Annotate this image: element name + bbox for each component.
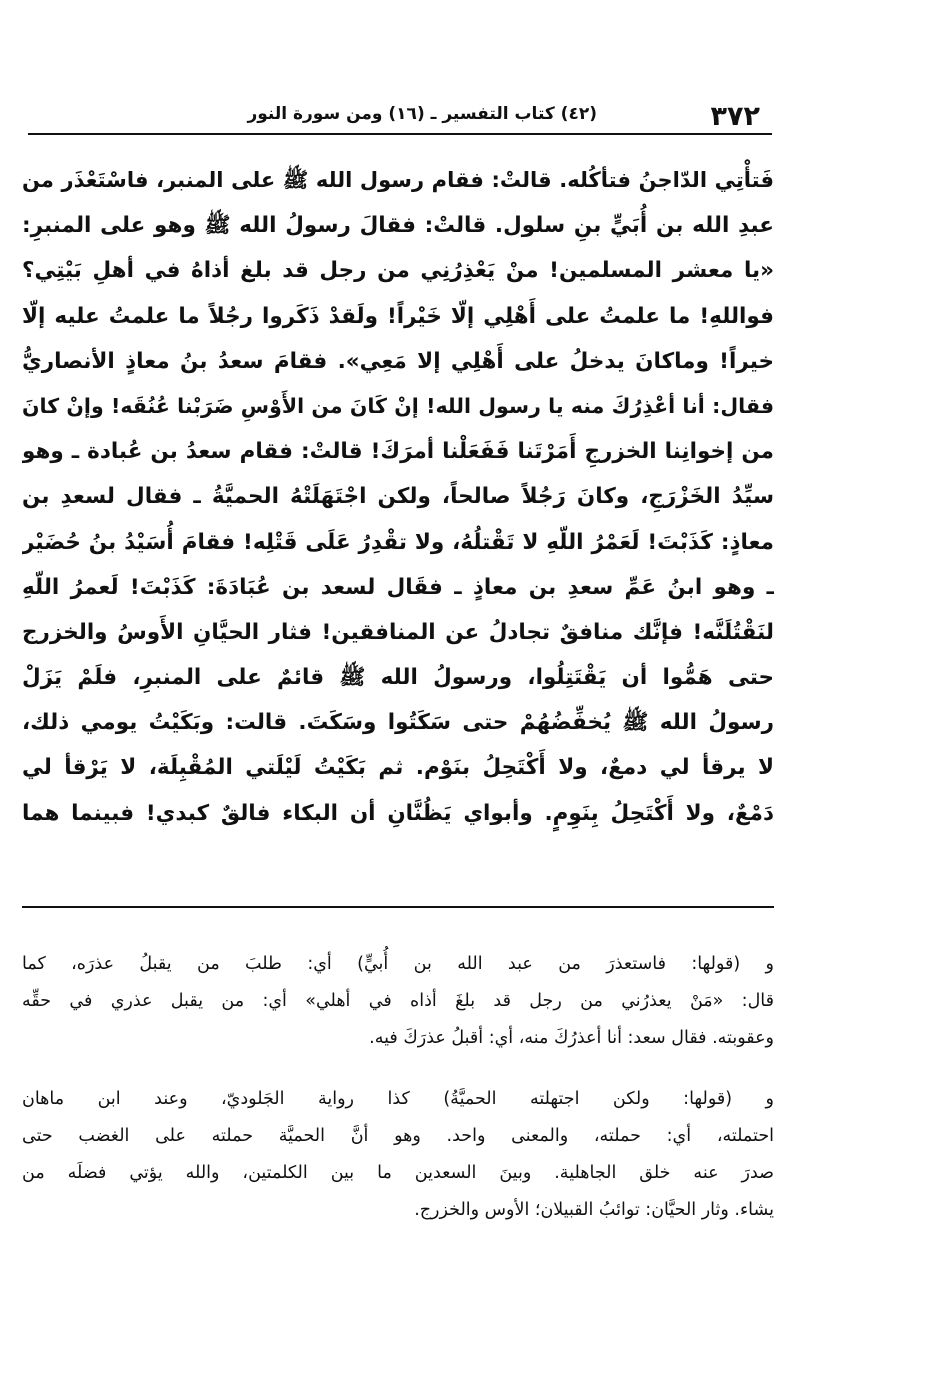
main-text-line: حتى هَمُّوا أن يَقْتَتِلُوا، ورسولُ الله ﷺ قائمٌ على المنبرِ، فلَمْ يَزَلْ — [22, 665, 774, 691]
main-text-line: دَمْعٌ، ولا أَكْتَحِلُ بِنَوِمٍ. وأبواي يَظُنَّانِ أن البكاء فالقٌ كبدي! فبينما هما — [22, 800, 774, 826]
main-text-line: فواللهِ! ما علمتُ على أَهْلِي إلّا خَيْراً! ولَقدْ ذَكَروا رجُلاً ما علمتُ عليه إلّا — [22, 303, 774, 329]
main-text-line: «يا معشر المسلمين! منْ يَعْذِرُنِي من رجل قد بلغ أذاهُ في أهلِ بَيْتِي؟ — [22, 258, 774, 284]
page-number: ٣٧٢ — [710, 101, 760, 132]
running-title: (٤٢) كتاب التفسير ـ (١٦) ومن سورة النور — [247, 104, 597, 124]
main-text-line: خيراً! وماكانَ يدخلُ على أَهْلِي إلا مَعِي». فقامَ سعدُ بنُ معاذٍ الأنصاريُّ — [22, 348, 774, 374]
main-text-line: لا يرقأ لي دمعٌ، ولا أَكْتَحِلُ بنَوْم. ثم بَكَيْتُ لَيْلَتي المُقْبِلَة، لا يَرْقأ لي — [22, 755, 774, 781]
footnote-line: و (قولها: ولكن اجتهلته الحميَّةُ) كذا رواية الجَلوديّ، وعند ابن ماهان — [22, 1089, 774, 1109]
main-text-line: معاذٍ: كَذَبْتَ! لَعَمْرُ اللّهِ لا تَقْتلُهُ، ولا تقْدِرُ عَلَى قَتْلِه! فقامَ أُسَيْدُ بنُ حُضَيْر — [22, 529, 774, 555]
footnote-line: صدرَ عنه خلق الجاهلية. وبينَ السعدين ما بين الكلمتين، والله يؤتي فضلَه من — [22, 1163, 774, 1183]
header-rule — [28, 133, 772, 135]
main-text-line: لنَقْتُلَنَّه! فإنَّك منافقٌ تجادلُ عن المنافقين! فثار الحيَّانِ الأَوسُ والخزرج — [22, 619, 774, 645]
main-text-line: من إخوانِنا الخزرجِ أَمَرْتَنا فَفَعَلْنا أمرَكَ! قالتْ: فقام سعدُ بن عُبادة ـ وهو — [22, 439, 774, 465]
footnotes — [22, 946, 774, 1229]
main-text-line: فقال: أنا أعْذِرُكَ منه يا رسول الله! إنْ كَانَ من الأَوْسِ ضَرَبْنا عُنُقَه! وإنْ كانَ — [22, 393, 774, 418]
page-header — [28, 90, 772, 130]
footnote — [22, 946, 774, 1057]
footnote-line: وعقوبته. فقال سعد: أنا أعذرُكَ منه، أي: أقبلُ عذرَكَ فيه. — [369, 1028, 774, 1048]
main-text-line: ـ وهو ابنُ عَمِّ سعدِ بن معاذٍ ـ فقَال لسعد بن عُبَادَةَ: كَذَبْتَ! لَعمرُ اللّهِ — [22, 574, 774, 600]
footnote-line: يشاء. وثار الحيَّان: توائبُ القبيلان؛ الأوس والخزرج. — [414, 1200, 774, 1220]
main-text-line: فَتأْتِي الدّاجنُ فتأكُله. قالتْ: فقام رسول الله ﷺ على المنبر، فاسْتَعْذَر من — [22, 168, 774, 192]
main-text — [22, 158, 774, 836]
footnote-line: احتملته، أي: حملته، والمعنى واحد. وهو أنَّ الحميَّة حملته على الغضب حتى — [22, 1126, 774, 1146]
footnote-line: و (قولها: فاستعذرَ من عبد الله بن أُبيٍّ) أي: طلبَ من يقبلُ عذرَه، كما — [22, 954, 774, 974]
footnote-separator — [22, 906, 774, 908]
main-text-line: سيِّدُ الخَزْرَجِ، وكانَ رَجُلاً صالحاً، ولكن اجْتَهَلَتْهُ الحميَّةُ ـ فقال لسعدِ بن — [22, 484, 774, 510]
footnote — [22, 1081, 774, 1229]
main-text-line: عبدِ الله بن أُبَيٍّ بنِ سلول. قالتْ: فقالَ رسولُ الله ﷺ وهو على المنبرِ: — [22, 213, 774, 239]
footnote-line: قال: «مَنْ يعذرُني من رجل قد بلغَ أذاه في أهلي» أي: من يقبل عذري في حقِّه — [22, 991, 774, 1011]
main-text-line: رسولُ الله ﷺ يُخفِّضُهُمْ حتى سَكَتُوا وسَكَتَ. قالت: وبَكَيْتُ يومي ذلك، — [22, 710, 774, 736]
